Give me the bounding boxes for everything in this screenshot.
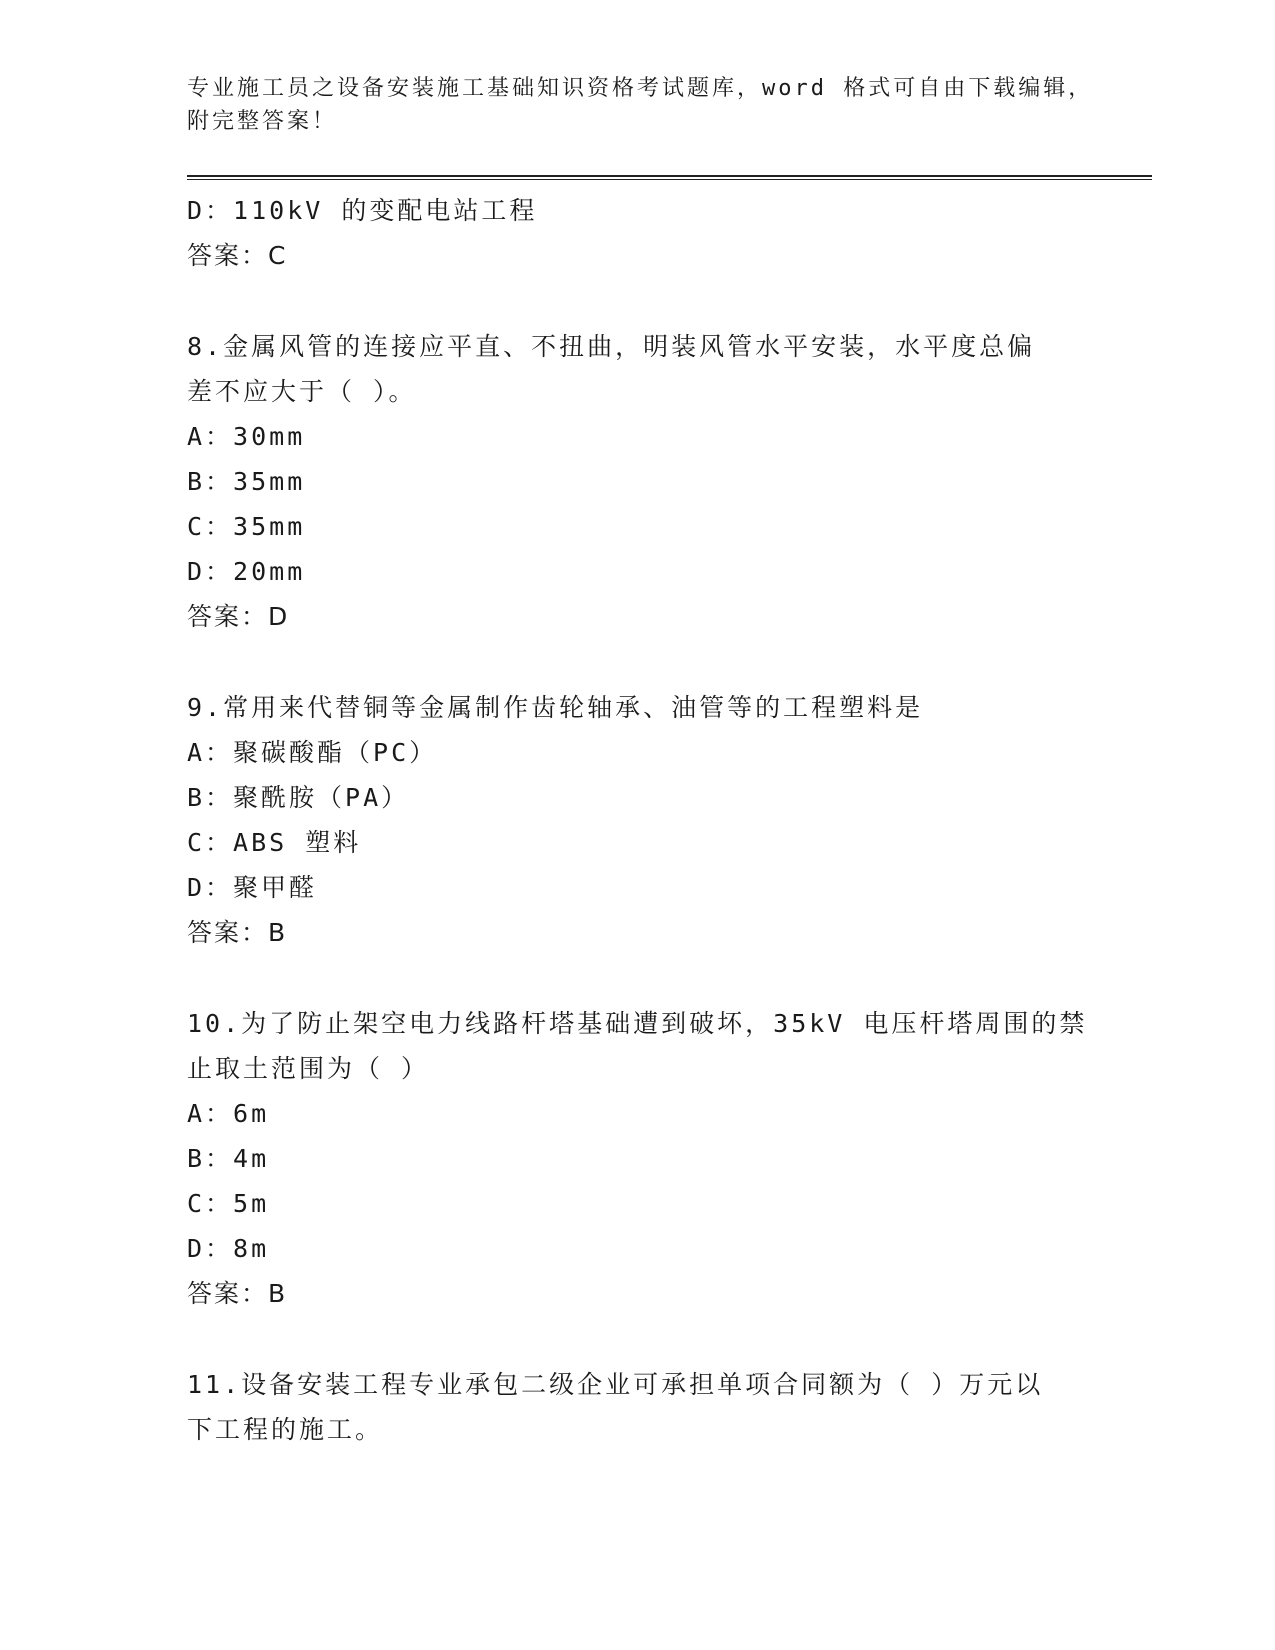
spacer: [187, 955, 1152, 1001]
q9-option-b: B：聚酰胺（PA）: [187, 783, 410, 812]
document-page: [187, 72, 1152, 1452]
q10-option-c: C：5m: [187, 1189, 270, 1218]
q9-option-c: C：ABS 塑料: [187, 828, 362, 857]
spacer: [187, 278, 1152, 324]
q10-option-d: D：8m: [187, 1234, 270, 1263]
spacer: [187, 1316, 1152, 1362]
q8-stem-line-2: 差不应大于（ ）。: [187, 377, 417, 406]
q8-option-c: C：35mm: [187, 512, 306, 541]
q8-option-b: B：35mm: [187, 467, 306, 496]
q8-answer: 答案：D: [187, 602, 290, 631]
q10-answer: 答案：B: [187, 1279, 288, 1308]
spacer: [187, 639, 1152, 685]
q9-answer: 答案：B: [187, 918, 288, 947]
document-header: [187, 72, 1152, 138]
q10-option-a: A：6m: [187, 1099, 270, 1128]
question-8: [187, 324, 1152, 639]
q10-option-b: B：4m: [187, 1144, 270, 1173]
header-line-1: 专业施工员之设备安装施工基础知识资格考试题库，word 格式可自由下载编辑，: [187, 76, 1094, 101]
q7-option-d: D：110kV 的变配电站工程: [187, 196, 538, 225]
q11-stem-line-1: 11.设备安装工程专业承包二级企业可承担单项合同额为（ ）万元以: [187, 1370, 1044, 1399]
q8-option-a: A：30mm: [187, 422, 306, 451]
q9-option-a: A：聚碳酸酯（PC）: [187, 738, 438, 767]
question-10: [187, 1001, 1152, 1316]
question-7-tail: [187, 188, 1152, 278]
question-11: [187, 1362, 1152, 1452]
q10-stem-line-2: 止取土范围为（ ）: [187, 1054, 430, 1083]
header-divider: [187, 175, 1152, 180]
q10-stem-line-1: 10.为了防止架空电力线路杆塔基础遭到破坏，35kV 电压杆塔周围的禁: [187, 1009, 1088, 1038]
document-body: [187, 188, 1152, 1452]
q7-answer: 答案：C: [187, 241, 288, 270]
q11-stem-line-2: 下工程的施工。: [187, 1415, 384, 1444]
question-9: [187, 685, 1152, 955]
header-line-2: 附完整答案！: [187, 109, 338, 134]
q8-stem-line-1: 8.金属风管的连接应平直、不扭曲，明装风管水平安装，水平度总偏: [187, 332, 1036, 361]
q8-option-d: D：20mm: [187, 557, 306, 586]
q9-option-d: D：聚甲醛: [187, 873, 318, 902]
q9-stem-line-1: 9.常用来代替铜等金属制作齿轮轴承、油管等的工程塑料是: [187, 693, 924, 722]
